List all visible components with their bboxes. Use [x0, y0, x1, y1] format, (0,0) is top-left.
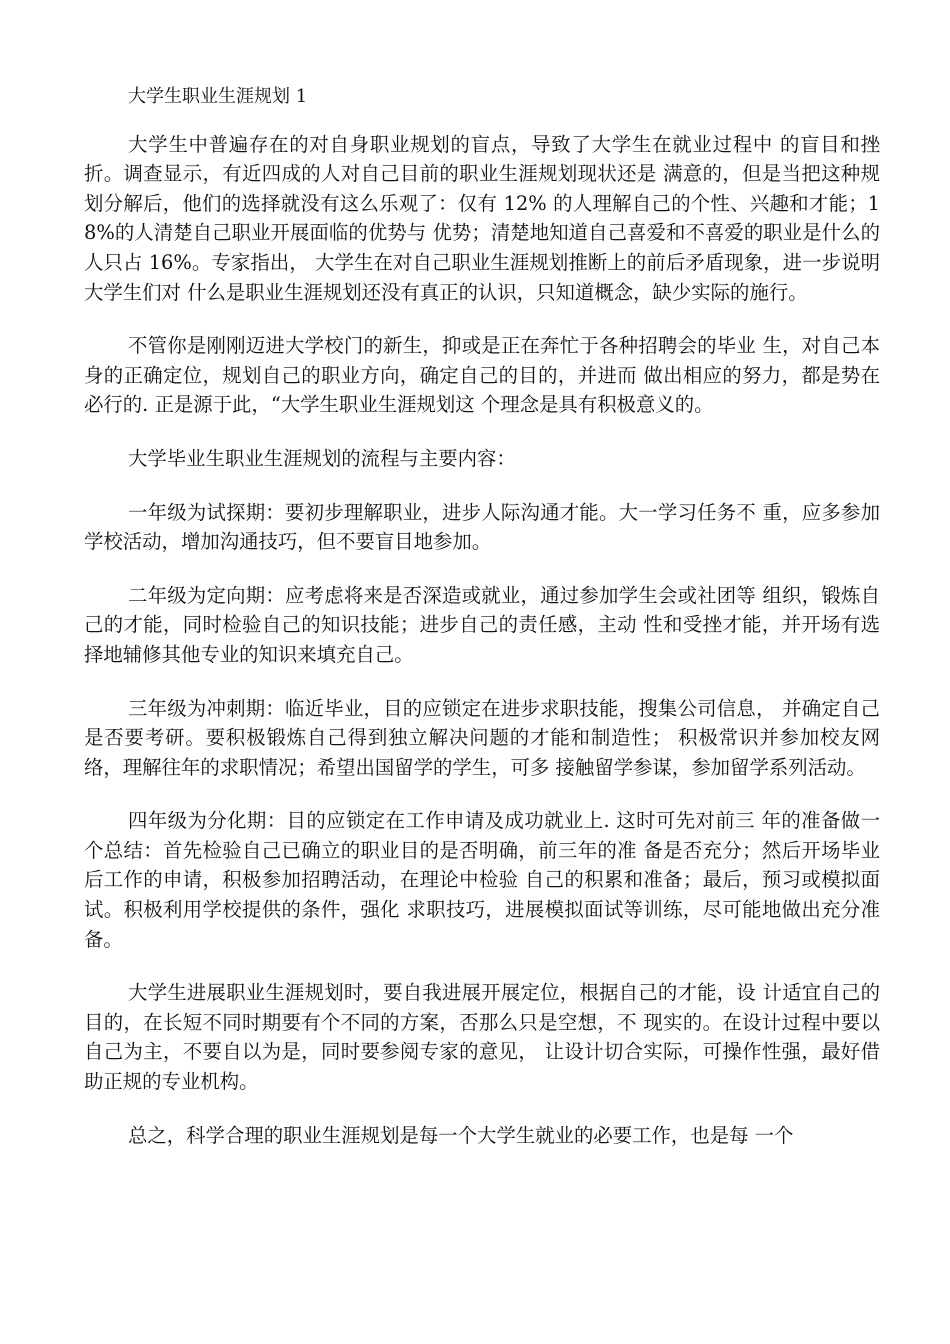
document-title: 大学生职业生涯规划 1 — [128, 86, 308, 107]
paragraph-second-year: 二年级为定向期：应考虑将来是否深造或就业，通过参加学生会或社团等 组织，锻炼自己的才能，同时检验自己的知识技能；进步自己的责任感，主动 性和受挫才能，并开场有选择地辅修其他专业的知识来填充自己。 — [84, 583, 880, 666]
paragraph-self-positioning: 不管你是刚刚迈进大学校门的新生，抑或是正在奔忙于各种招聘会的毕业 生，对自己本身的正确定位，规划自己的职业方向，确定自己的目的，并进而 做出相应的努力，都是势在必行的. 正是源于此，“大学生职业生涯规划这 个理念是具有积极意义的。 — [84, 334, 880, 417]
paragraph-fourth-year: 四年级为分化期：目的应锁定在工作申请及成功就业上. 这时可先对前三 年的准备做一个总结：首先检验自己已确立的职业目的是否明确，前三年的准 备是否充分；然后开场毕业后工作的申请，积极参加招聘活动，在理论中检验 自己的积累和准备；最后，预习或模拟面试。积极利用学校提供的条件，强化 求职技巧，进展模拟面试等训练，尽可能地做出充分准备。 — [84, 809, 880, 951]
paragraph-third-year: 三年级为冲刺期：临近毕业，目的应锁定在进步求职技能，搜集公司信息， 并确定自己是否要考研。要积极锻炼自己得到独立解决问题的才能和制造性； 积极常识并参加校友网络，理解往年的求职情况；希望出国留学的学生，可多 接触留学参谋，参加留学系列活动。 — [84, 696, 880, 779]
paragraph-planning-advice: 大学生进展职业生涯规划时，要自我进展开展定位，根据自己的才能，设 计适宜自己的目的，在长短不同时期要有个不同的方案，否那么只是空想，不 现实的。在设计过程中要以自己为主，不要自以为是，同时要参阅专家的意见， 让设计切合实际，可操作性强，最好借助正规的专业机构。 — [84, 981, 880, 1094]
document-page — [84, 82, 880, 1150]
paragraph-conclusion: 总之，科学合理的职业生涯规划是每一个大学生就业的必要工作，也是每 一个 — [128, 1123, 794, 1147]
paragraph-first-year: 一年级为试探期：要初步理解职业，进步人际沟通才能。大一学习任务不 重，应多参加学校活动，增加沟通技巧，但不要盲目地参加。 — [84, 500, 880, 554]
paragraph-process-heading: 大学毕业生职业生涯规划的流程与主要内容： — [128, 446, 516, 470]
paragraph-career-planning-blind-spots: 大学生中普遍存在的对自身职业规划的盲点，导致了大学生在就业过程中 的盲目和挫折。调查显示，有近四成的人对自己目前的职业生涯规划现状还是 满意的，但是当把这种规划分解后，他们的选择就没有这么乐观了：仅有 12% 的人理解自己的个性、兴趣和才能；18%的人清楚自己职业开展面临的优势与 优势；清楚地知道自己喜爱和不喜爱的职业是什么的人只占 16%。专家指出， 大学生在对自己职业生涯规划推断上的前后矛盾现象，进一步说明大学生们对 什么是职业生涯规划还没有真正的认识，只知道概念，缺少实际的施行。 — [84, 132, 880, 304]
